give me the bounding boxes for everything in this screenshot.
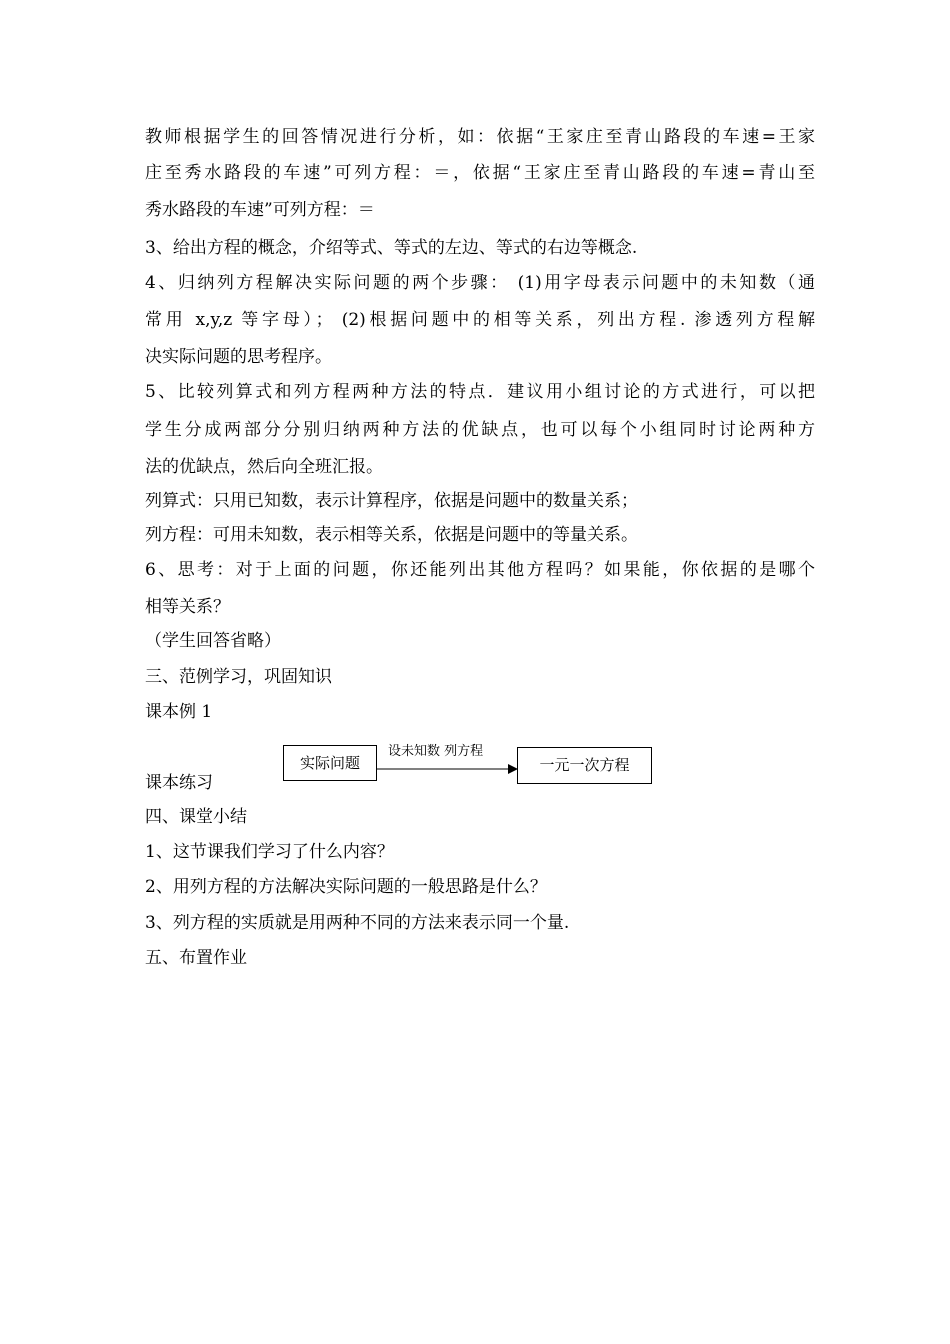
paragraph-line: 课本例 1 [145,702,213,722]
paragraph-line: 法的优缺点，然后向全班汇报。 [145,457,383,477]
paragraph-line: 1、这节课我们学习了什么内容？ [145,842,394,862]
paragraph-line: 常用 x,y,z 等字母）； (2)根据问题中的相等关系，列出方程. 渗透列方程解 [145,310,815,330]
paragraph-line: 列算式：只用已知数，表示计算程序，依据是问题中的数量关系； [145,491,638,511]
diagram-box-problem: 实际问题 [283,745,377,781]
diagram-arrow-label: 设未知数 列方程 [388,744,484,759]
paragraph-line: 决实际问题的思考程序。 [145,347,332,367]
paragraph-line: 学生分成两部分分别归纳两种方法的优缺点，也可以每个小组同时讨论两种方 [145,420,815,440]
paragraph-line: 课本练习 [145,773,213,793]
paragraph-line: 列方程：可用未知数，表示相等关系，依据是问题中的等量关系。 [145,525,638,545]
paragraph-line: 教师根据学生的回答情况进行分析，如：依据“王家庄至青山路段的车速=王家 [145,127,815,147]
paragraph-line: 2、用列方程的方法解决实际问题的一般思路是什么？ [145,877,547,897]
paragraph-line: 3、给出方程的概念，介绍等式、等式的左边、等式的右边等概念. [145,238,638,258]
section-heading: 三、范例学习，巩固知识 [145,667,332,687]
section-heading: 五、布置作业 [145,948,247,968]
paragraph-line: 庄至秀水路段的车速”可列方程：＝，依据“王家庄至青山路段的车速=青山至 [145,163,815,183]
section-heading: 四、课堂小结 [145,807,247,827]
paragraph-line: 3、列方程的实质就是用两种不同的方法来表示同一个量. [145,913,570,933]
diagram-box-equation: 一元一次方程 [517,747,652,784]
paragraph-line: 4、归纳列方程解决实际问题的两个步骤： (1)用字母表示问题中的未知数（通 [145,273,815,293]
paragraph-line: 5、比较列算式和列方程两种方法的特点．建议用小组讨论的方式进行，可以把 [145,382,815,402]
paragraph-line: 秀水路段的车速”可列方程：＝ [145,200,375,220]
paragraph-line: 6、思考：对于上面的问题，你还能列出其他方程吗？如果能，你依据的是哪个 [145,560,815,580]
paragraph-line: 相等关系？ [145,597,230,617]
paragraph-line: （学生回答省略） [145,631,281,651]
